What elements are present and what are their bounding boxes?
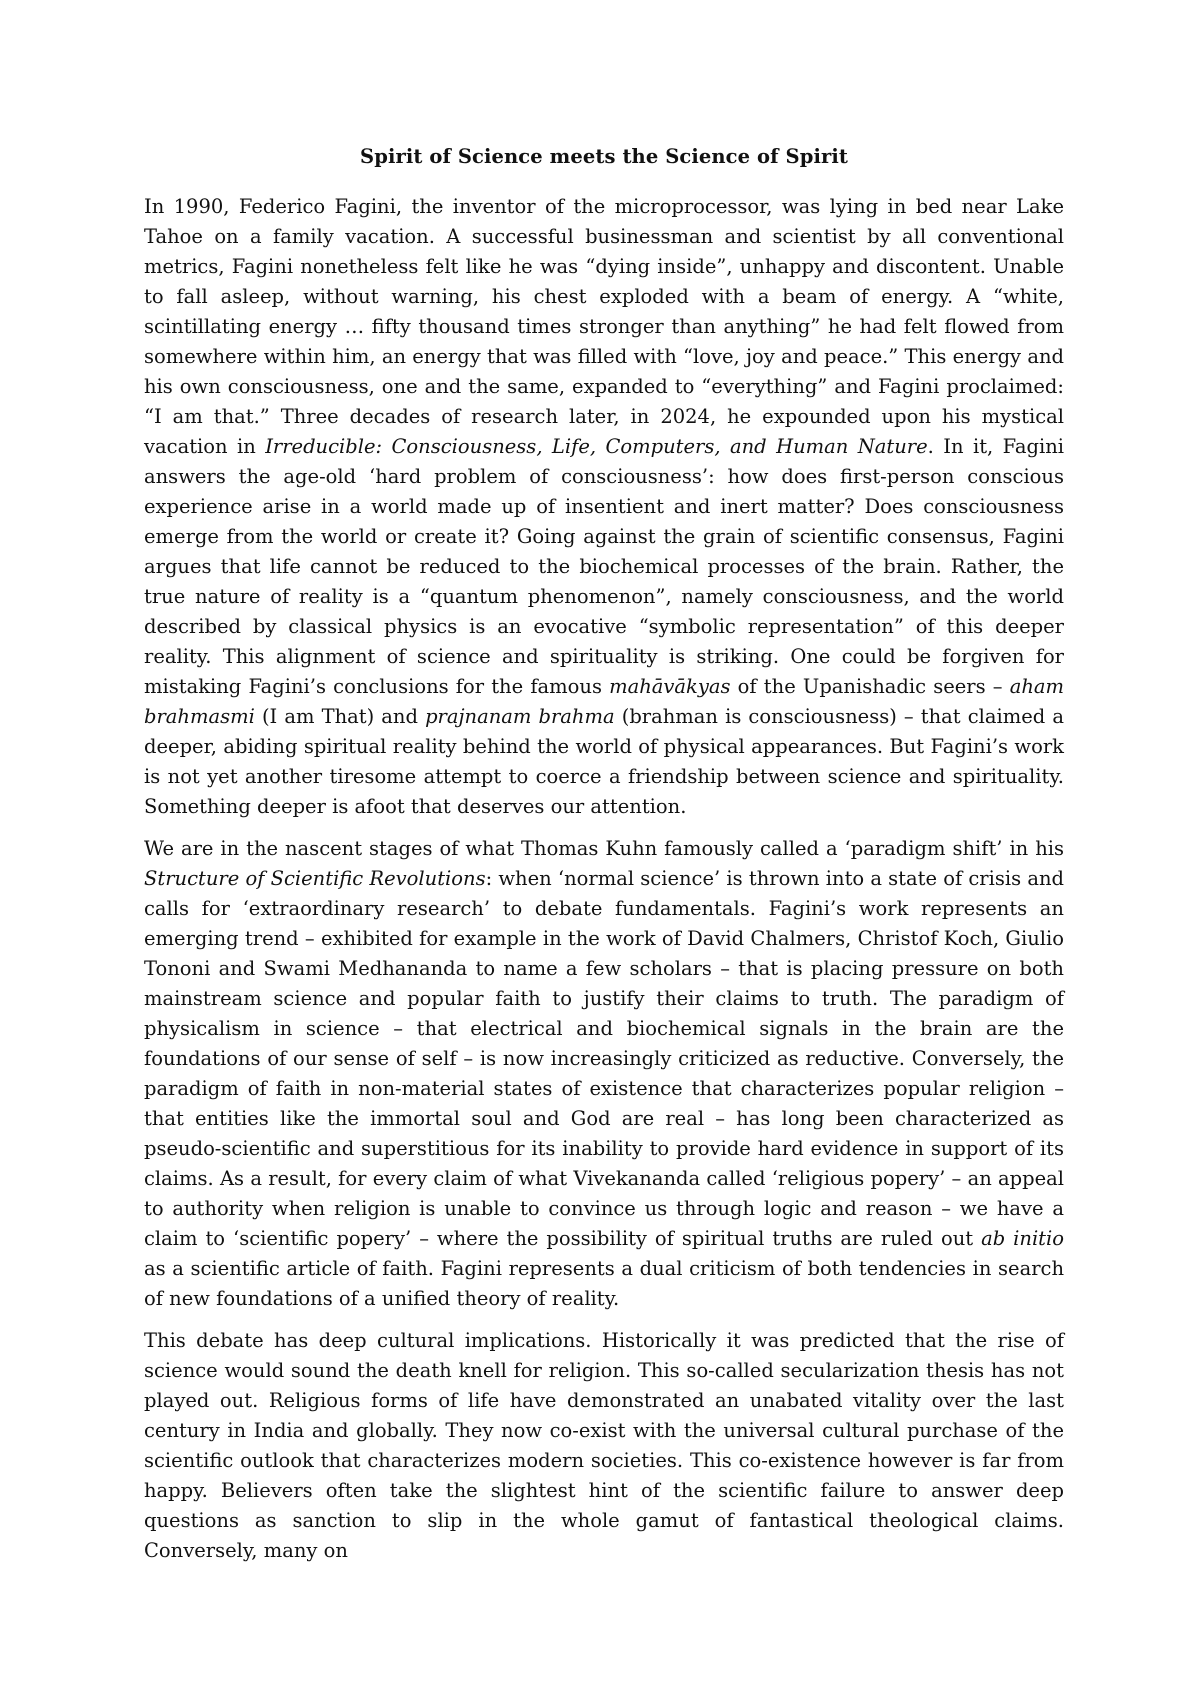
italic-text-segment: prajnanam brahma xyxy=(425,705,615,728)
document-body xyxy=(144,192,1064,1566)
text-segment: (I am That) and xyxy=(254,705,426,728)
text-segment: of the Upanishadic seers – xyxy=(730,675,1010,698)
italic-text-segment: aham brahmasmi xyxy=(144,675,1064,728)
body-paragraph xyxy=(144,1326,1064,1566)
italic-text-segment: Structure of Scientific Revolutions xyxy=(144,867,486,890)
text-segment: . In it, Fagini answers the age-old ‘hard problem of consciousness’: how does first-person conscious experience arise in a world made up of insentient and inert matter? Does consciousness emerge from the world or create it? Going against the grain of scientific consensus, Fagini argues that life cannot be reduced to the biochemical processes of the brain. Rather, the true nature of reality is a “quantum phenomenon”, namely consciousness, and the world described by classical physics is an evocative “symbolic representation” of this deeper reality. This alignment of science and spirituality is striking. One could be forgiven for mistaking Fagini’s conclusions for the famous xyxy=(144,435,1064,698)
body-paragraph xyxy=(144,834,1064,1314)
text-segment: as a scientific article of faith. Fagini represents a dual criticism of both tendencies in search of new foundations of a unified theory of reality. xyxy=(144,1257,1064,1310)
text-segment: This debate has deep cultural implications. Historically it was predicted that the rise of science would sound the death knell for religion. This so-called secularization thesis has not played out. Religious forms of life have demonstrated an unabated vitality over the last century in India and globally. They now co-exist with the universal cultural purchase of the scientific outlook that characterizes modern societies. This co-existence however is far from happy. Believers often take the slightest hint of the scientific failure to answer deep questions as sanction to slip in the whole gamut of fantastical theological claims. Conversely, many on xyxy=(144,1329,1064,1562)
text-segment: (brahman is consciousness) – that claimed a deeper, abiding spiritual reality behind the world of physical appearances. But Fagini’s work is not yet another tiresome attempt to coerce a friendship between science and spirituality. Something deeper is afoot that deserves our attention. xyxy=(144,705,1064,818)
document-page xyxy=(144,142,1064,1578)
text-segment: In 1990, Federico Fagini, the inventor of the microprocessor, was lying in bed near Lake Tahoe on a family vacation. A successful businessman and scientist by all conventional metrics, Fagini nonetheless felt like he was “dying inside”, unhappy and discontent. Unable to fall asleep, without warning, his chest exploded with a beam of energy. A “white, scintillating energy … fifty thousand times stronger than anything” he had felt flowed from somewhere within him, an energy that was filled with “love, joy and peace.” This energy and his own consciousness, one and the same, expanded to “everything” and Fagini proclaimed: “I am that.” Three decades of research later, in 2024, he expounded upon his mystical vacation in xyxy=(144,195,1064,458)
italic-text-segment: mahāvākyas xyxy=(609,675,731,698)
text-segment: : when ‘normal science’ is thrown into a state of crisis and calls for ‘extraordinary research’ to debate fundamentals. Fagini’s work represents an emerging trend – exhibited for example in the work of David Chalmers, Christof Koch, Giulio Tononi and Swami Medhananda to name a few scholars – that is placing pressure on both mainstream science and popular faith to justify their claims to truth. The paradigm of physicalism in science – that electrical and biochemical signals in the brain are the foundations of our sense of self – is now increasingly criticized as reductive. Conversely, the paradigm of faith in non-material states of existence that characterizes popular religion – that entities like the immortal soul and God are real – has long been characterized as pseudo-scientific and superstitious for its inability to provide hard evidence in support of its claims. As a result, for every claim of what Vivekananda called ‘religious popery’ – an appeal to authority when religion is unable to convince us through logic and reason – we have a claim to ‘scientific popery’ – where the possibility of spiritual truths are ruled out xyxy=(144,867,1064,1250)
document-title: Spirit of Science meets the Science of Spirit xyxy=(360,145,848,168)
text-segment: We are in the nascent stages of what Thomas Kuhn famously called a ‘paradigm shift’ in his xyxy=(144,837,1064,860)
body-paragraph xyxy=(144,192,1064,822)
italic-text-segment: Irreducible: Consciousness, Life, Computers, and Human Nature xyxy=(265,435,928,458)
italic-text-segment: ab initio xyxy=(981,1227,1064,1250)
